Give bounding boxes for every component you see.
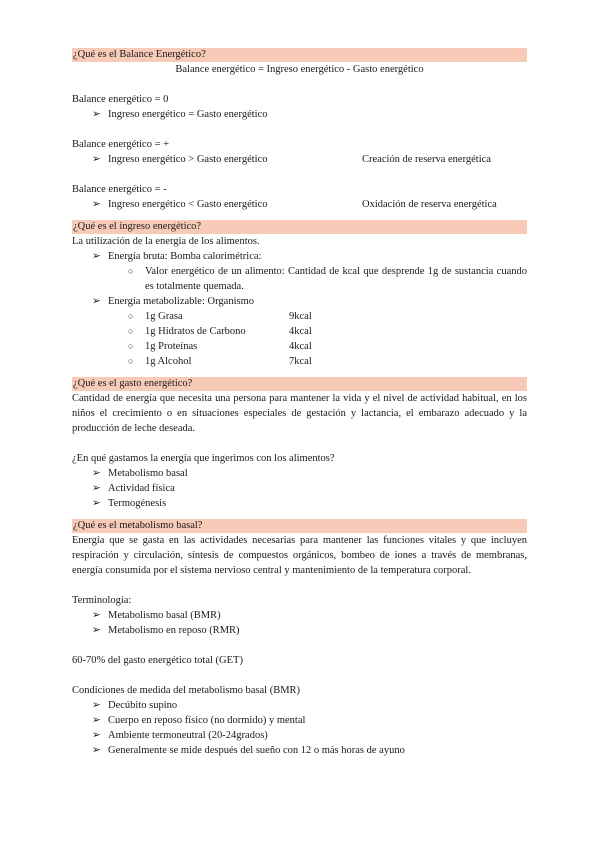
- arrow-bullet-icon: ➢: [92, 610, 101, 621]
- nutrient-row: ○ 1g Hidratos de Carbono 4kcal: [128, 326, 312, 337]
- list-item: ➢ Decúbito supino: [92, 700, 178, 711]
- section-header-metabolismo: ¿Qué es el metabolismo basal?: [72, 519, 527, 533]
- metabolismo-paragraph: Energía que se gasta en las actividades necesarias para mantener las funciones vitales y que incluyen respiración y circulación, síntesis de compuestos orgánicos, bombeo de iones a través de membranas, energía consumida por el sistema nervioso central y mantenimiento de la temperatura corporal.: [72, 535, 527, 576]
- nutrient-row: ○ 1g Proteínas 4kcal: [128, 341, 312, 352]
- list-item: ➢ Cuerpo en reposo físico (no dormido) y mental: [92, 715, 306, 726]
- arrow-bullet-icon: ➢: [92, 625, 101, 636]
- balance-zero-label: Balance energético = 0: [72, 94, 169, 105]
- list-item: ○ Valor energético de un alimento: Cantidad de kcal que desprende 1g de sustancia cuando es totalmente quemada.: [128, 266, 527, 292]
- list-item: ➢ Ambiente termoneutral (20-24grados): [92, 730, 268, 741]
- balance-negative-label: Balance energético = -: [72, 184, 167, 195]
- arrow-bullet-icon: ➢: [92, 154, 101, 165]
- list-item: ➢ Metabolismo basal (BMR): [92, 610, 221, 621]
- gasto-paragraph: Cantidad de energía que necesita una persona para mantener la vida y el nivel de actividad habitual, en los niños el crecimiento o en situaciones especiales de gestación y lactancia, el embarazo adecuado y la producción de leche deseada.: [72, 393, 527, 434]
- conditions-label: Condiciones de medida del metabolismo basal (BMR): [72, 685, 301, 696]
- arrow-bullet-icon: ➢: [92, 498, 101, 509]
- list-item: ➢ Ingreso energético < Gasto energético Oxidación de reserva energética: [92, 199, 497, 210]
- arrow-bullet-icon: ➢: [92, 715, 101, 726]
- list-item: ➢ Energía bruta: Bomba calorimétrica:: [92, 251, 262, 262]
- negative-result: Oxidación de reserva energética: [362, 199, 497, 210]
- section-header-ingreso: ¿Qué es el ingreso energético?: [72, 220, 527, 234]
- list-item: ➢ Generalmente se mide después del sueño con 12 o más horas de ayuno: [92, 745, 405, 756]
- arrow-bullet-icon: ➢: [92, 468, 101, 479]
- list-item: ➢ Ingreso energético > Gasto energético Creación de reserva energética: [92, 154, 491, 165]
- ingreso-intro: La utilización de la energía de los alimentos.: [72, 236, 260, 247]
- terminologia-label: Terminología:: [72, 595, 132, 606]
- section-header-gasto: ¿Qué es el gasto energético?: [72, 377, 527, 391]
- circle-bullet-icon: ○: [128, 326, 134, 336]
- list-item: ➢ Termogénesis: [92, 498, 167, 509]
- balance-positive-label: Balance energético = +: [72, 139, 170, 150]
- arrow-bullet-icon: ➢: [92, 730, 101, 741]
- gasto-question: ¿En qué gastamos la energía que ingerimos con los alimentos?: [72, 453, 335, 464]
- circle-bullet-icon: ○: [128, 266, 134, 276]
- section-header-balance: ¿Qué es el Balance Energético?: [72, 48, 527, 62]
- list-item: ➢ Metabolismo basal: [92, 468, 188, 479]
- nutrient-row: ○ 1g Alcohol 7kcal: [128, 356, 312, 367]
- list-item: ➢ Energía metabolizable: Organismo: [92, 296, 254, 307]
- arrow-bullet-icon: ➢: [92, 109, 101, 120]
- list-item: ➢ Metabolismo en reposo (RMR): [92, 625, 240, 636]
- nutrient-row: ○ 1g Grasa 9kcal: [128, 311, 312, 322]
- arrow-bullet-icon: ➢: [92, 483, 101, 494]
- arrow-bullet-icon: ➢: [92, 251, 101, 262]
- arrow-bullet-icon: ➢: [92, 296, 101, 307]
- arrow-bullet-icon: ➢: [92, 745, 101, 756]
- circle-bullet-icon: ○: [128, 356, 134, 366]
- list-item: ➢ Actividad física: [92, 483, 175, 494]
- arrow-bullet-icon: ➢: [92, 700, 101, 711]
- positive-result: Creación de reserva energética: [362, 154, 491, 165]
- arrow-bullet-icon: ➢: [92, 199, 101, 210]
- get-percentage: 60-70% del gasto energético total (GET): [72, 655, 243, 666]
- circle-bullet-icon: ○: [128, 341, 134, 351]
- list-item: ➢ Ingreso energético = Gasto energético: [92, 109, 268, 120]
- balance-formula: Balance energético = Ingreso energético - Gasto energético: [175, 64, 424, 75]
- circle-bullet-icon: ○: [128, 311, 134, 321]
